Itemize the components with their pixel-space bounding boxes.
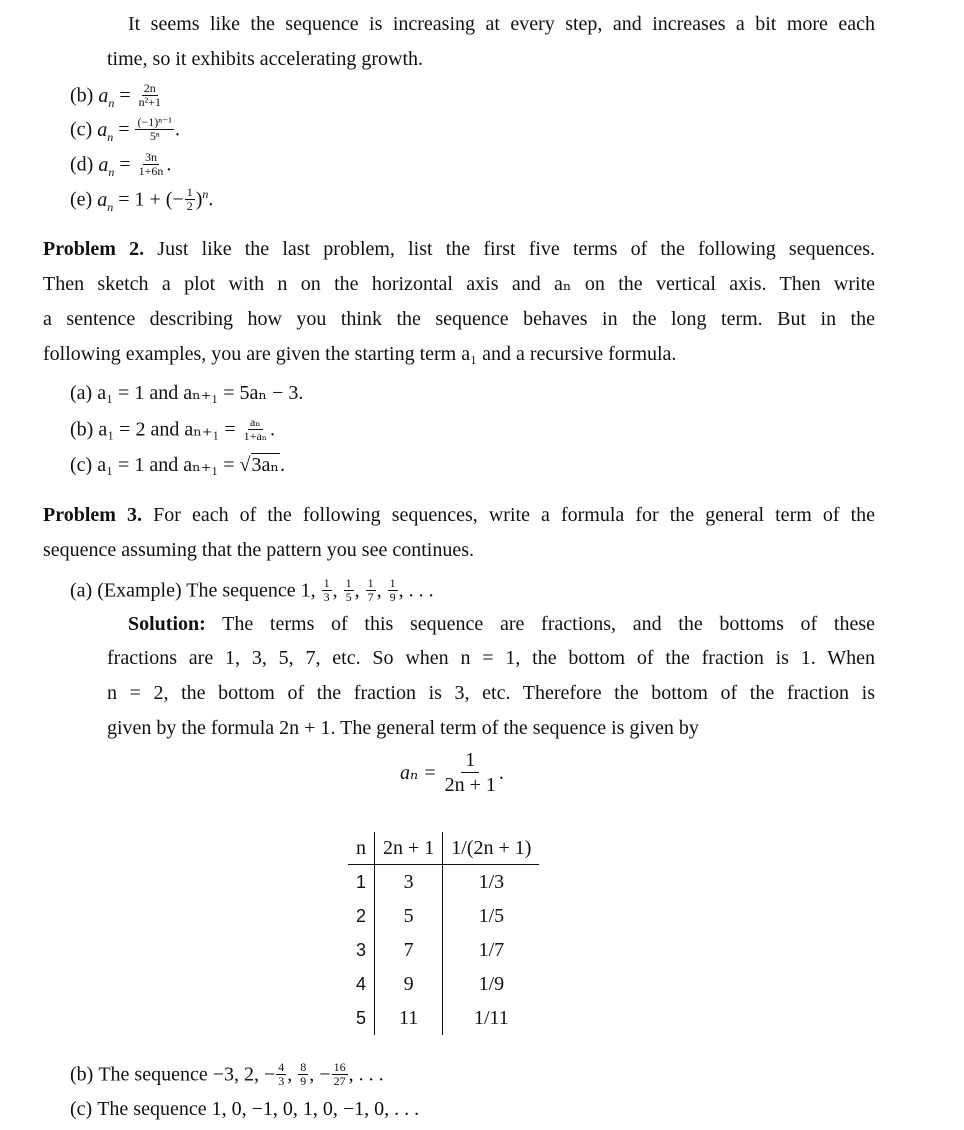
p2-item-c: (c) a₁ = 1 and aₙ₊₁ = √3aₙ. [70,454,286,476]
table-cell: 11 [375,1001,443,1035]
problem-3-line-1: Problem 3. For each of the following sequences, write a formula for the general term of the [43,504,876,526]
table-cell: 5 [348,1001,375,1035]
problem-2-line-4: following examples, you are given the starting term a₁ and a recursive formula. [43,343,677,365]
table-cell: 1/3 [478,870,505,893]
solution-line-1: Solution: The terms of this sequence are fractions, and the bottoms of these [128,613,875,635]
table-cell: 3 [348,933,375,967]
p2-item-b: (b) a₁ = 2 and aₙ₊₁ = $\frac{\text{aₙ}}{\text{1+aₙ}}$ . [70,415,275,443]
table-cell: 2 [348,899,375,933]
table-row [348,865,539,900]
table-header-row [348,832,539,865]
p1-item-d: (d) $a_n$ = $\frac{3n}{1+6n}$ . [70,150,172,179]
sequence-table [348,832,539,1035]
p1-item-e: (e) $a_n = 1$ + (− $\frac{1}{2}$ )$^n$. [70,185,214,214]
solution-line-4: given by the formula 2n + 1. The general term of the sequence is given by [107,717,699,739]
problem-2-title: Problem 2. [43,238,145,260]
table-header: 2n + 1 [375,832,443,865]
table-row [348,967,539,1001]
table-cell: 3 [375,865,443,900]
solution-line-2: fractions are 1, 3, 5, 7, etc. So when n = 1, the bottom of the fraction is 1. When [107,647,875,669]
intro-line-1: It seems like the sequence is increasing at every step, and increases a bit more each [128,13,875,35]
table-row [348,933,539,967]
table-cell: 5 [375,899,443,933]
problem-2-line-3: a sentence describing how you think the sequence behaves in the long term. But in the [43,308,875,330]
table-cell: 7 [375,933,443,967]
p3-item-b: (b) The sequence −3, 2, − $\frac{4}{3}$ , $\frac{8}{9}$ , − $\frac{16}{27}$ , . . . [70,1060,384,1088]
p2-item-a: (a) a₁ = 1 and aₙ₊₁ = 5aₙ − 3. [70,382,304,404]
table-cell: 9 [375,967,443,1001]
table-row [348,899,539,933]
problem-3-title: Problem 3. [43,504,143,526]
p3-item-c: (c) The sequence 1, 0, −1, 0, 1, 0, −1, 0, . . . [70,1098,420,1120]
general-term-formula: aₙ = $\frac{1}{2n + 1}$ . [400,749,504,796]
table-cell: 1/5 [478,904,505,927]
intro-line-2: time, so it exhibits accelerating growth. [107,48,424,70]
table-cell: 4 [348,967,375,1001]
table-header: 1/(2n + 1) [443,832,540,865]
problem-3-line-2: sequence assuming that the pattern you see continues. [43,539,474,561]
table-cell: 1/7 [478,938,505,961]
problem-2-line-1: Problem 2. Just like the last problem, list the first five terms of the following sequences. [43,238,876,260]
table-cell: 1 [348,865,375,900]
table-row [348,1001,539,1035]
table-cell: 1/9 [478,972,505,995]
p1-item-c: (c) $a_n$ = $\frac{\text{(−1)ⁿ⁻¹}}{\text{5ⁿ}}$ . [70,115,180,144]
problem-2-line-2: Then sketch a plot with n on the horizontal axis and aₙ on the vertical axis. Then write [43,273,875,295]
p3-item-a: (a) (Example) The sequence 1, $\frac{1}{3}$ , $\frac{1}{5}$ , $\frac{1}{7}$ , $\frac{1}{9}$ , . . . [70,576,434,604]
table-header: n [348,832,375,865]
table-cell: 1/11 [473,1006,509,1029]
solution-line-3: n = 2, the bottom of the fraction is 3, etc. Therefore the bottom of the fraction is [107,682,875,704]
p1-item-b: (b) $a_n$ = $\frac{2n}{\text{n²+1}}$ [70,81,161,110]
solution-title: Solution: [128,613,206,635]
